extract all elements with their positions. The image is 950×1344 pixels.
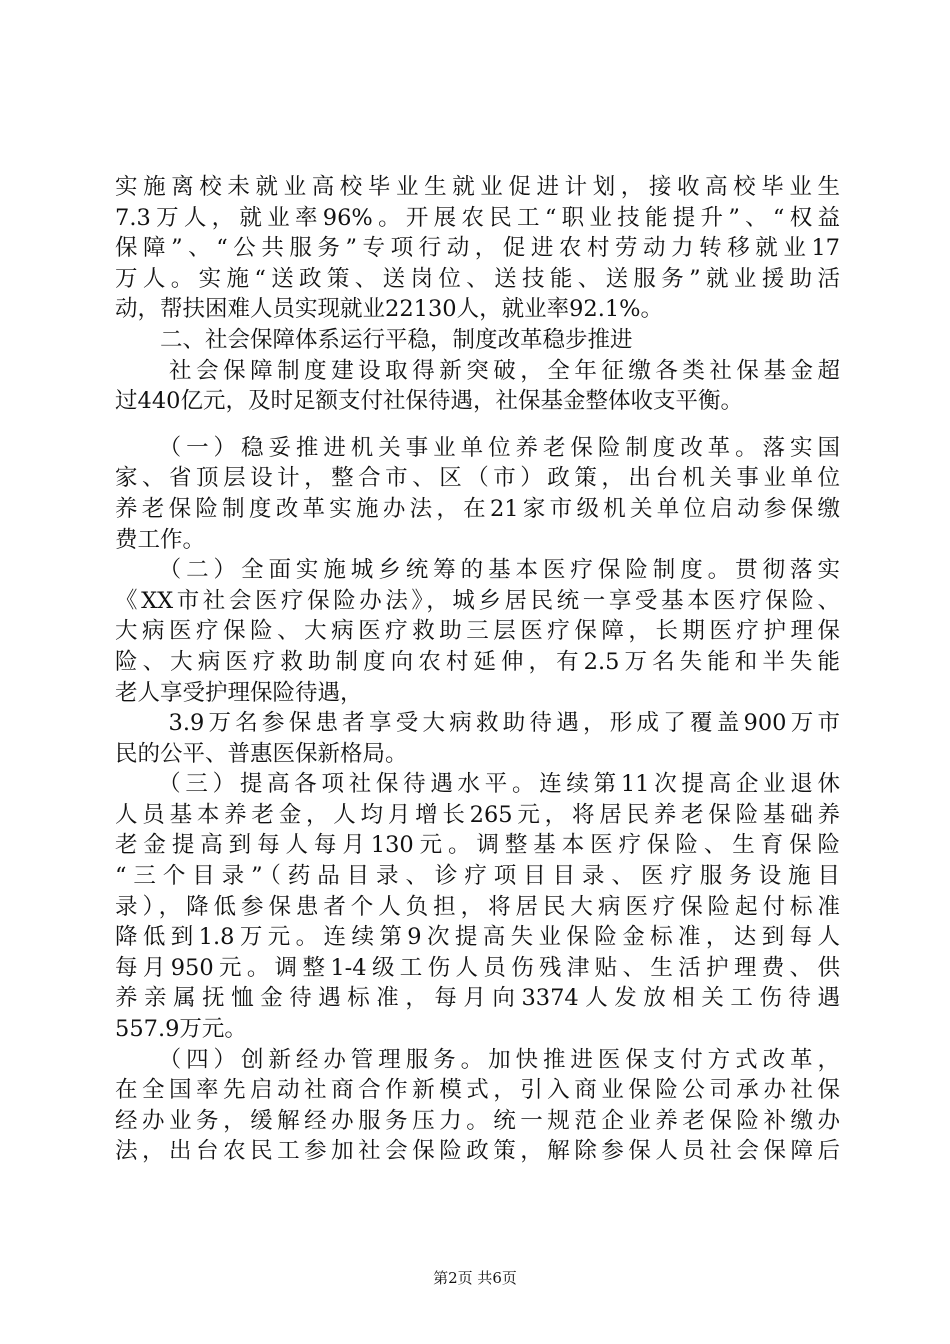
text-line: 3.9万名参保患者享受大病救助待遇，形成了覆盖900万市 bbox=[115, 710, 840, 737]
paragraph-gap bbox=[115, 417, 840, 433]
text-line: 费工作。 bbox=[115, 526, 206, 553]
text-line: 养老保险制度改革实施办法，在21家市级机关单位启动参保缴 bbox=[115, 495, 840, 522]
text-line: 降低到1.8万元。连续第9次提高失业保险金标准，达到每人 bbox=[115, 924, 840, 951]
text-line: 养亲属抚恤金待遇标准，每月向3374人发放相关工伤待遇 bbox=[115, 985, 840, 1012]
text-line: 大病医疗保险、大病医疗救助三层医疗保障，长期医疗护理保 bbox=[115, 618, 840, 645]
section-heading: 二、社会保障体系运行平稳，制度改革稳步推进 bbox=[115, 326, 633, 353]
text-line: 老金提高到每人每月130元。调整基本医疗保险、生育保险 bbox=[115, 832, 840, 859]
text-line: （三）提高各项社保待遇水平。连续第11次提高企业退休 bbox=[115, 771, 840, 798]
text-line: 实施离校未就业高校毕业生就业促进计划，接收高校毕业生 bbox=[115, 174, 840, 200]
text-line: 录），降低参保患者个人负担，将居民大病医疗保险起付标准 bbox=[115, 893, 840, 920]
text-line: （二）全面实施城乡统筹的基本医疗保险制度。贯彻落实 bbox=[115, 557, 840, 584]
text-line: 社会保障制度建设取得新突破，全年征缴各类社保基金超 bbox=[115, 357, 840, 384]
text-line: 民的公平、普惠医保新格局。 bbox=[115, 740, 408, 767]
text-line: “三个目录”（药品目录、诊疗项目目录、医疗服务设施目 bbox=[115, 863, 840, 890]
text-line: 在全国率先启动社商合作新模式，引入商业保险公司承办社保 bbox=[115, 1077, 840, 1104]
document-body bbox=[115, 172, 840, 1167]
text-line: 动，帮扶困难人员实现就业22130人，就业率92.1%。 bbox=[115, 296, 664, 323]
text-line: 老人享受护理保险待遇， bbox=[115, 679, 363, 706]
text-line: 险、大病医疗救助制度向农村延伸，有2.5万名失能和半失能 bbox=[115, 648, 840, 675]
text-line: （一）稳妥推进机关事业单位养老保险制度改革。落实国 bbox=[115, 434, 840, 461]
text-line: 557.9万元。 bbox=[115, 1016, 247, 1043]
text-line: 法，出台农民工参加社会保险政策，解除参保人员社会保障后 bbox=[115, 1138, 840, 1165]
text-line: 家、省顶层设计，整合市、区（市）政策，出台机关事业单位 bbox=[115, 465, 840, 492]
text-line: （四）创新经办管理服务。加快推进医保支付方式改革， bbox=[115, 1046, 840, 1073]
text-line: 经办业务，缓解经办服务压力。统一规范企业养老保险补缴办 bbox=[115, 1107, 840, 1134]
text-line: 人员基本养老金，人均月增长265元，将居民养老保险基础养 bbox=[115, 801, 840, 828]
text-line: 保障”、“公共服务”专项行动，促进农村劳动力转移就业17 bbox=[115, 235, 840, 262]
text-line: 万人。实施“送政策、送岗位、送技能、送服务”就业援助活 bbox=[115, 265, 840, 292]
page-footer: 第2页 共6页 bbox=[433, 1269, 517, 1287]
text-line: 每月950元。调整1-4级工伤人员伤残津贴、生活护理费、供 bbox=[115, 954, 840, 981]
text-line: 《XX市社会医疗保险办法》，城乡居民统一享受基本医疗保险、 bbox=[115, 587, 840, 614]
text-line: 过440亿元，及时足额支付社保待遇，社保基金整体收支平衡。 bbox=[115, 388, 743, 415]
text-line: 7.3万人，就业率96%。开展农民工“职业技能提升”、“权益 bbox=[115, 204, 840, 231]
